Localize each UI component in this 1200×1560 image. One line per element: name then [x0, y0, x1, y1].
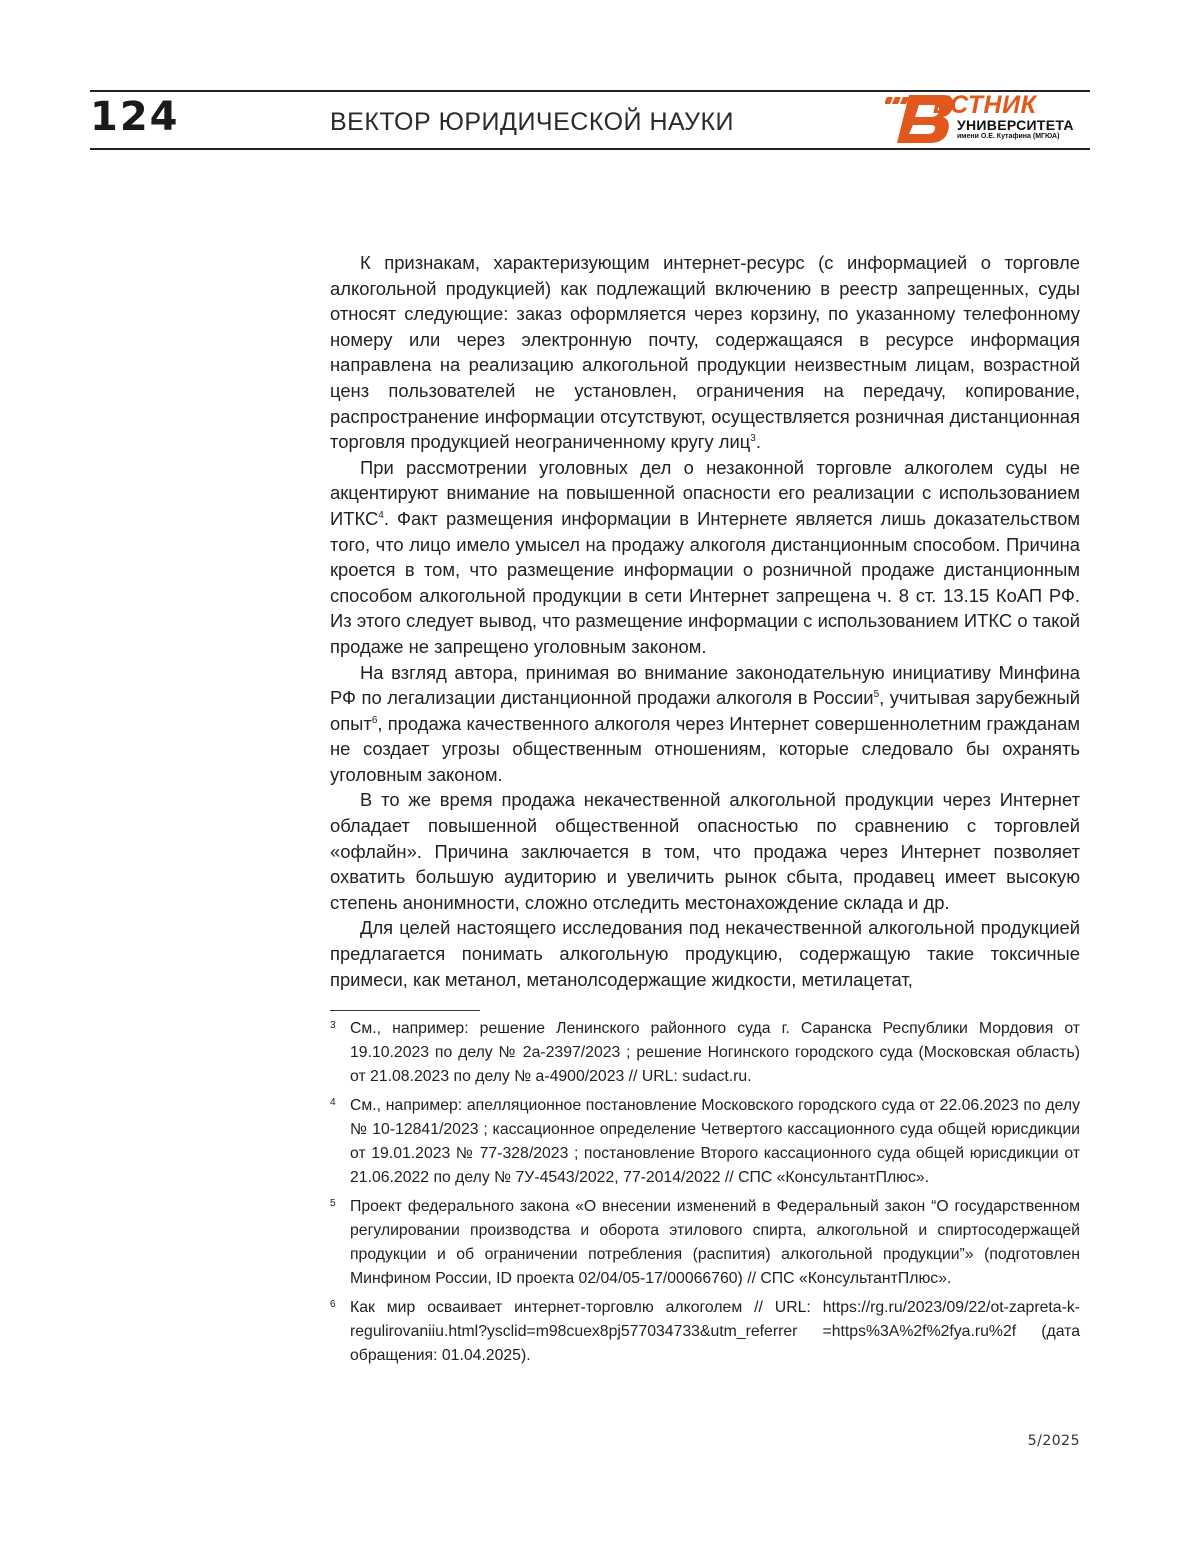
header-bottom-rule	[90, 148, 1090, 150]
footnote-ref: 3	[750, 433, 756, 445]
footnote-text: Проект федерального закона «О внесении изменений в Федеральный закон “О государственном регулировании производства и оборота этилового спирта, алкогольной и спиртосодержащей продукции и об ограничении потребления (распития) алкогольной продукции”» (подготовлен Минфином России, ID проекта 02/04/05-17/00066760) // СПС «КонсультантПлюс».	[350, 1198, 1080, 1287]
footnote-text: См., например: решение Ленинского районного суда г. Саранска Республики Мордовия от 19.10.2023 по делу № 2а-2397/2023 ; решение Ногинского городского суда (Московская область) от 21.08.2023 по делу № а-4900/2023 // URL: sudact.ru.	[350, 1020, 1080, 1085]
footnote-text: См., например: апелляционное постановление Московского городского суда от 22.06.2023 по делу № 10-12841/2023 ; кассационное определение Четвертого кассационного суда общей юрисдикции от 19.01.2023 № 77-328/2023 ; постановление Второго кассационного суда общей юрисдикции от 21.06.2022 по делу № 7У-4543/2022, 77-2014/2022 // СПС «КонсультантПлюс».	[350, 1097, 1080, 1186]
paragraph: При рассмотрении уголовных дел о незаконной торговле алкоголем суды не акцентируют внимание на повышенной опасности его реализации с использованием ИТКС$^4$. Факт размещения информации в Интернете является лишь доказательством того, что лицо имело умысел на продажу алкоголя дистанционным способом. Причина кроется в том, что размещение информации о розничной продаже дистанционным способом алкогольной продукции в сети Интернет запрещена ч. 8 ст. 13.15 КоАП РФ. Из этого следует вывод, что размещение информации с использованием ИТКС о такой продаже не запрещено уголовным законом.	[330, 456, 1080, 657]
paragraph: На взгляд автора, принимая во внимание законодательную инициативу Минфина РФ по легализации дистанционной продажи алкоголя в России$^5$, учитывая зарубежный опыт$^6$, продажа качественного алкоголя через Интернет совершеннолетним гражданам не создает угрозы общественным отношениям, которые следовало бы охранять уголовным законом.	[330, 661, 1080, 785]
paragraph: К признакам, характеризующим интернет-ресурс (с информацией о торговле алкогольной продукцией) как подлежащий включению в реестр запрещенных, суды относят следующие: заказ оформляется через корзину, по указанному телефонному номеру или через электронную почту, содержащаяся в ресурсе информация направлена на реализацию алкогольной продукции неизвестным лицам, возрастной ценз пользователей не установлен, ограничения на передачу, копирование, распространение информации отсутствуют, осуществляется розничная дистанционная торговля продукцией неограниченному кругу лиц$^3$.	[330, 252, 1080, 453]
footnote	[330, 1296, 1080, 1368]
logo-subtitle: УНИВЕРСИТЕТА	[957, 117, 1074, 133]
footnote-number: 6	[330, 1299, 336, 1310]
paragraph: Для целей настоящего исследования под некачественной алкогольной продукцией предлагается понимать алкогольную продукцию, содержащую такие токсичные примеси, как метанол, метанолсодержащие жидкости, метилацетат,	[330, 917, 1080, 990]
footnote-text: Как мир осваивает интернет-торговлю алкоголем // URL: https://rg.ru/2023/09/22/ot-zapreta-k-regulirovaniiu.html?ysclid=m98cuex8pj577034733&utm_referrer =https%3A%2f%2fya.ru%2f (дата обращения: 01.04.2025).	[350, 1299, 1080, 1364]
issue-number: 5/2025	[1027, 1433, 1080, 1449]
footnote-ref: 4	[378, 509, 384, 521]
page-number: 124	[90, 94, 180, 140]
footnote-number: 3	[330, 1020, 336, 1031]
footnote-ref: 6	[371, 714, 378, 726]
footnote	[330, 1094, 1080, 1190]
footnote-ref: 5	[873, 688, 880, 700]
footnote	[330, 1195, 1080, 1291]
logo-caption: имени О.Е. Кутафина (МГЮА)	[957, 133, 1060, 140]
logo-word: ЕСТНИК	[933, 91, 1037, 119]
journal-logo	[885, 93, 1095, 148]
footnote-number: 4	[330, 1097, 336, 1108]
footnotes	[330, 1017, 1080, 1373]
footnote-separator	[330, 1010, 480, 1011]
paragraph: В то же время продажа некачественной алкогольной продукции через Интернет обладает повышенной общественной опасностью по сравнению с торговлей «офлайн». Причина заключается в том, что продажа через Интернет позволяет охватить большую аудиторию и увеличить рынок сбыта, продавец имеет высокую степень анонимности, сложно отследить местонахождение склада и др.	[330, 789, 1080, 913]
footnote	[330, 1017, 1080, 1089]
section-title: ВЕКТОР ЮРИДИЧЕСКОЙ НАУКИ	[330, 108, 735, 136]
footnote-number: 5	[330, 1198, 336, 1209]
article-body	[330, 250, 1080, 992]
